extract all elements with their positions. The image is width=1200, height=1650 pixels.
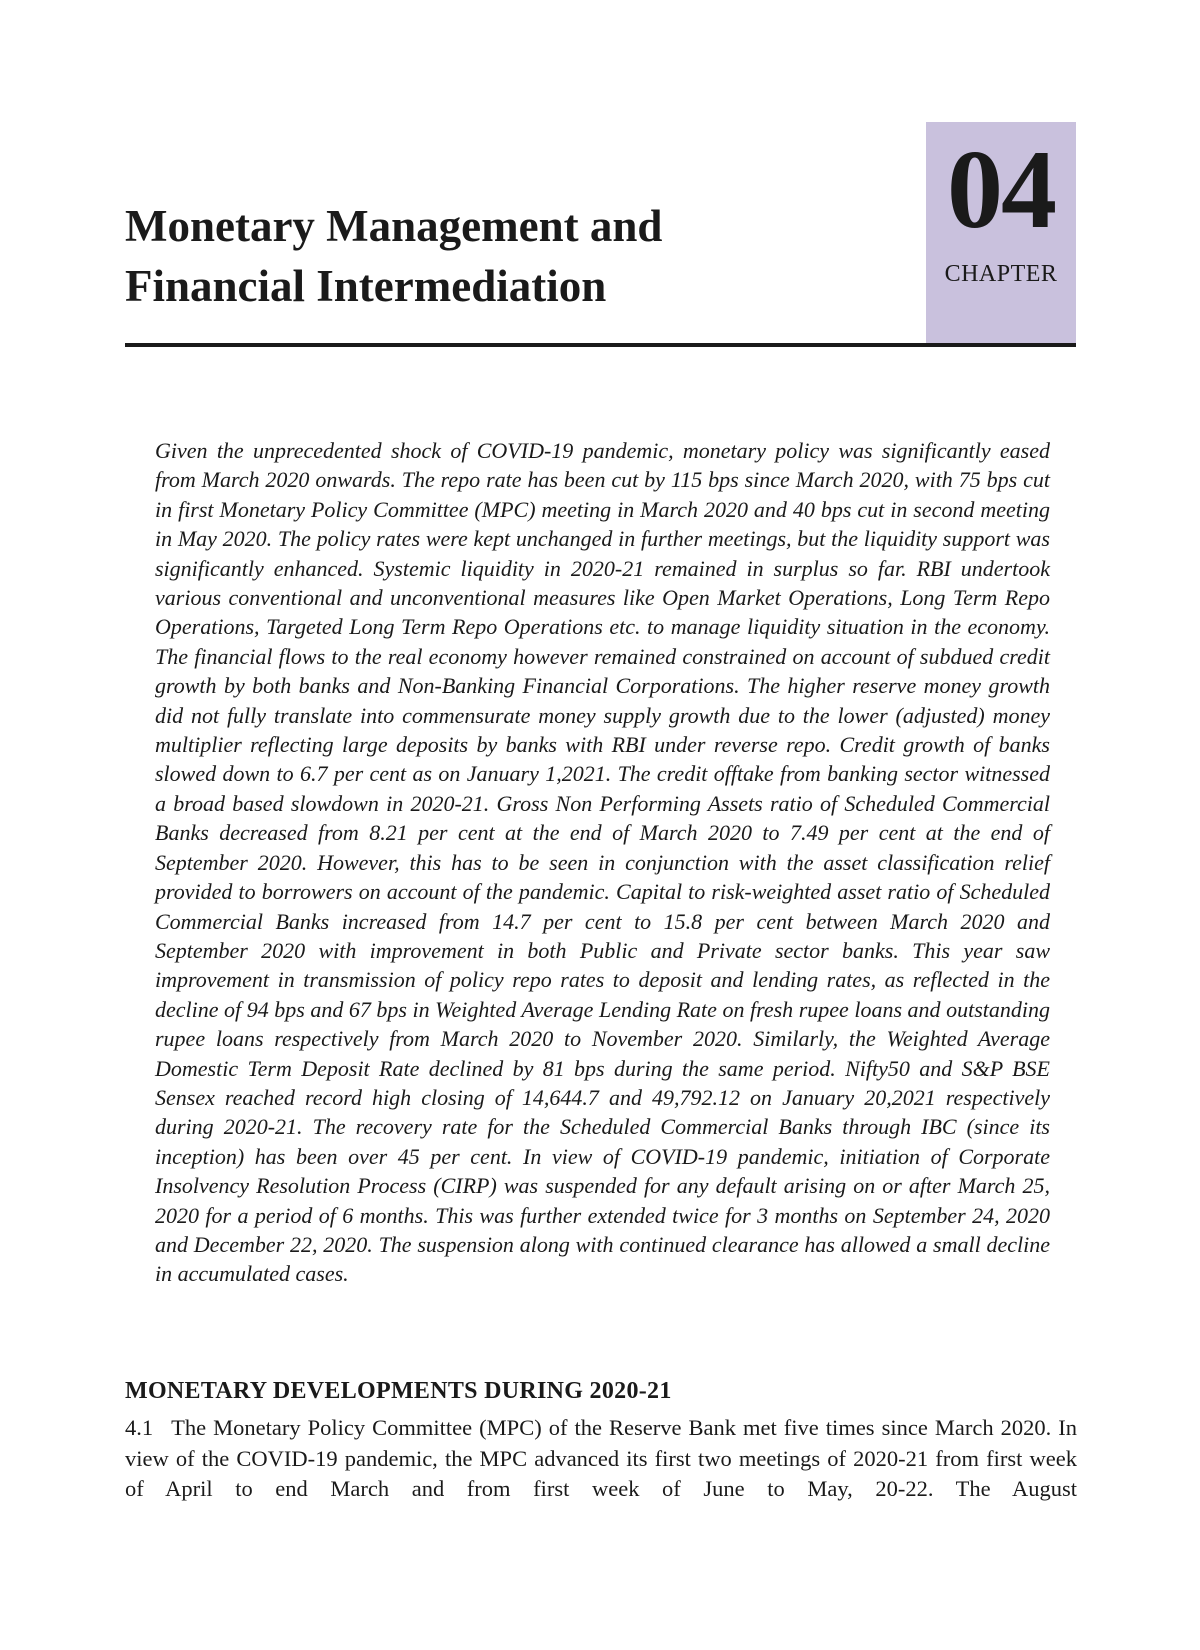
paragraph-text: The Monetary Policy Committee (MPC) of the Reserve Bank met five times since March 2020. In view of the COVID-19 pandemic, the MPC advanced its first two meetings of 2020-21 from first week of April to end March and from first week of June to May, 20-22. The August	[125, 1415, 1077, 1501]
paragraph-number: 4.1	[125, 1415, 154, 1440]
chapter-title-line-2: Financial Intermediation	[125, 261, 607, 311]
chapter-title-line-1: Monetary Management and	[125, 201, 663, 251]
body-paragraph	[125, 1413, 1077, 1505]
chapter-title	[125, 196, 905, 316]
chapter-number: 04	[947, 128, 1055, 252]
chapter-abstract: Given the unprecedented shock of COVID-19 pandemic, monetary policy was significantly eased from March 2020 onwards. The repo rate has been cut by 115 bps since March 2020, with 75 bps cut in first Monetary Policy Committee (MPC) meeting in March 2020 and 40 bps cut in second meeting in May 2020. The policy rates were kept unchanged in further meetings, but the liquidity support was significantly enhanced. Systemic liquidity in 2020-21 remained in surplus so far. RBI undertook various conventional and unconventional measures like Open Market Operations, Long Term Repo Operations, Targeted Long Term Repo Operations etc. to manage liquidity situation in the economy. The financial flows to the real economy however remained constrained on account of subdued credit growth by both banks and Non-Banking Financial Corporations. The higher reserve money growth did not fully translate into commensurate money supply growth due to the lower (adjusted) money multiplier reflecting large deposits by banks with RBI under reverse repo. Credit growth of banks slowed down to 6.7 per cent as on January 1,2021. The credit offtake from banking sector witnessed a broad based slowdown in 2020-21. Gross Non Performing Assets ratio of Scheduled Commercial Banks decreased from 8.21 per cent at the end of March 2020 to 7.49 per cent at the end of September 2020. However, this has to be seen in conjunction with the asset classification relief provided to borrowers on account of the pandemic. Capital to risk-weighted asset ratio of Scheduled Commercial Banks increased from 14.7 per cent to 15.8 per cent between March 2020 and September 2020 with improvement in both Public and Private sector banks. This year saw improvement in transmission of policy repo rates to deposit and lending rates, as reflected in the decline of 94 bps and 67 bps in Weighted Average Lending Rate on fresh rupee loans and outstanding rupee loans respectively from March 2020 to November 2020. Similarly, the Weighted Average Domestic Term Deposit Rate declined by 81 bps during the same period. Nifty50 and S&P BSE Sensex reached record high closing of 14,644.7 and 49,792.12 on January 20,2021 respectively during 2020-21. The recovery rate for the Scheduled Commercial Banks through IBC (since its inception) has been over 45 per cent. In view of COVID-19 pandemic, initiation of Corporate Insolvency Resolution Process (CIRP) was suspended for any default arising on or after March 25, 2020 for a period of 6 months. This was further extended twice for 3 months on September 24, 2020 and December 22, 2020. The suspension along with continued clearance has allowed a small decline in accumulated cases.	[155, 438, 1050, 1287]
chapter-label: CHAPTER	[944, 261, 1058, 287]
chapter-number-box	[926, 122, 1076, 345]
section-heading: MONETARY DEVELOPMENTS DURING 2020-21	[125, 1378, 672, 1404]
title-divider	[125, 343, 1076, 347]
